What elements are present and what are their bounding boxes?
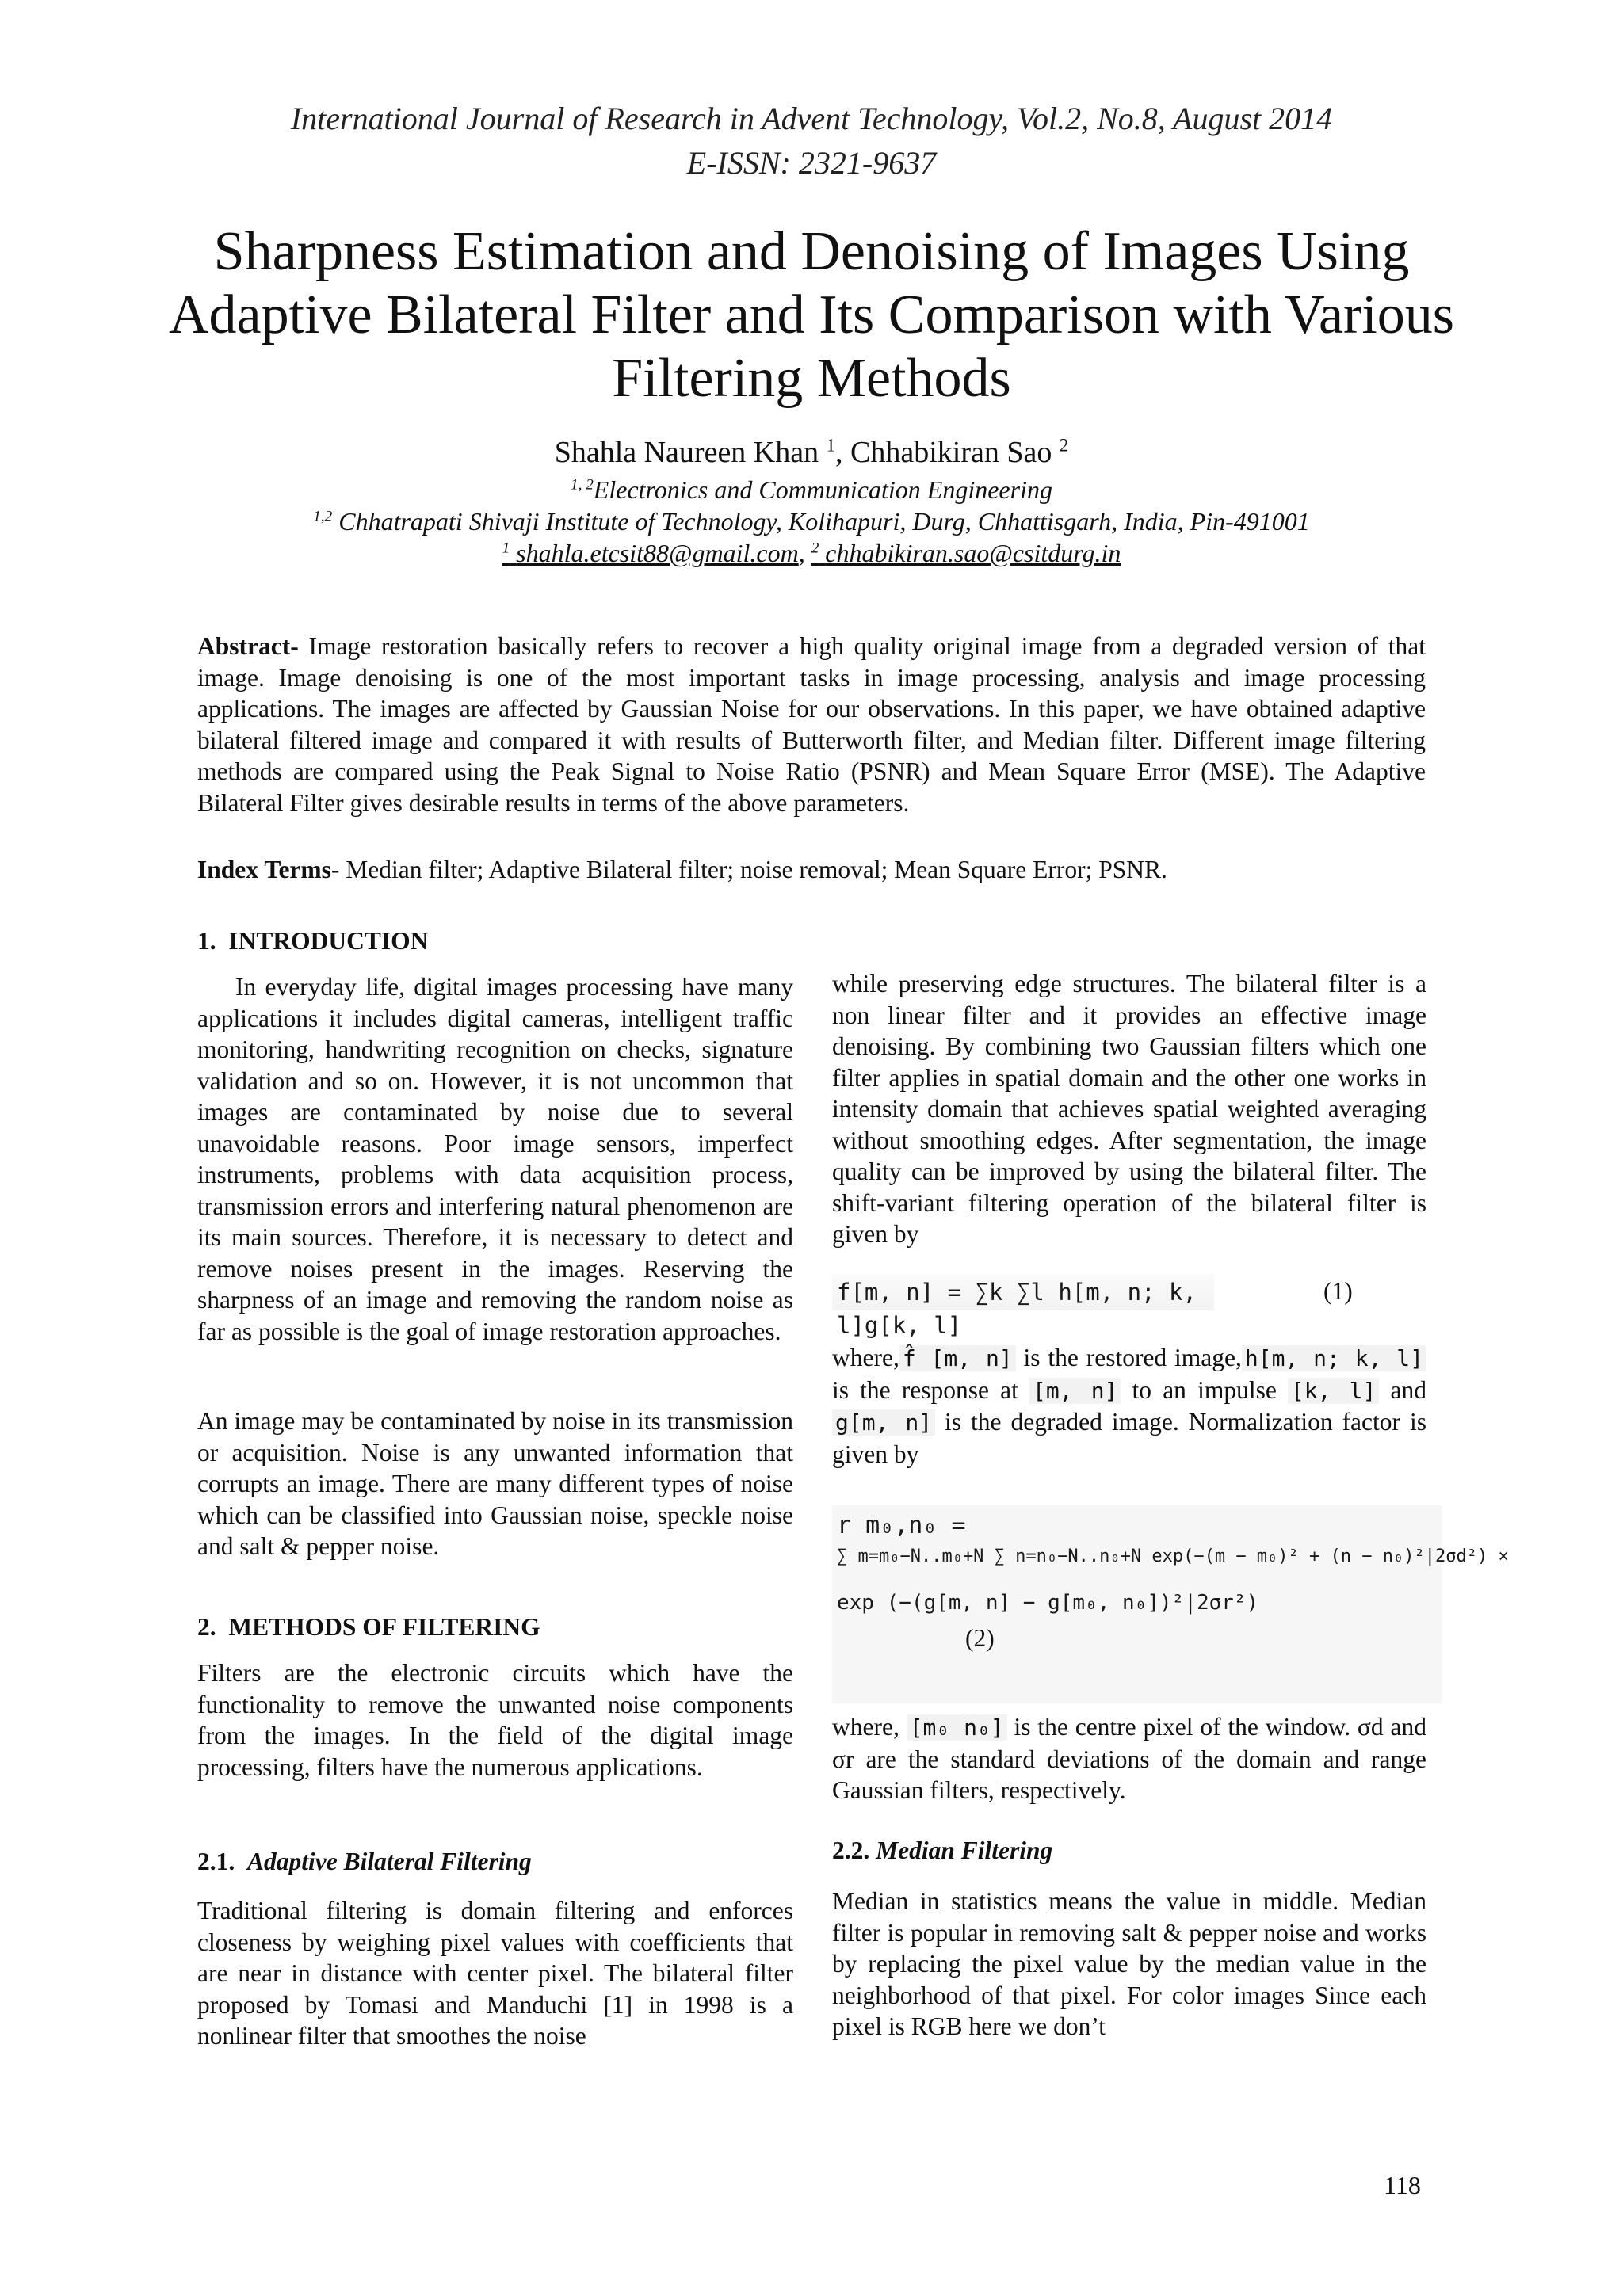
methods-paragraph — [197, 1657, 793, 1783]
email-separator: , — [798, 539, 805, 567]
where-1-a: where, — [832, 1344, 899, 1371]
institute-sup: 1,2 — [313, 508, 333, 525]
where-2-a: where, — [832, 1713, 907, 1741]
email-1-sup: 1 — [502, 540, 510, 557]
symbol-g: g[m, n] — [832, 1409, 935, 1436]
where-paragraph-2 — [832, 1711, 1426, 1806]
email-2-sup: 2 — [811, 540, 819, 557]
author-1-sup: 1 — [826, 435, 836, 456]
institute-line — [0, 505, 1623, 537]
email-link-2[interactable] — [812, 539, 1121, 567]
section-2-heading: 2. METHODS OF FILTERING — [197, 1613, 540, 1641]
where-1-d: to an impulse — [1121, 1375, 1288, 1404]
abstract — [197, 631, 1426, 818]
where-1-b: is the restored image, — [1015, 1344, 1242, 1371]
equation-1-number: (1) — [1323, 1277, 1353, 1305]
section-2-2-title: Median Filtering — [876, 1836, 1053, 1864]
issn-header: E-ISSN: 2321-9637 — [686, 145, 937, 181]
median-paragraph — [832, 1886, 1426, 2042]
index-terms — [197, 854, 1426, 886]
where-1-f: is the degraded image. Normalization factor is given by — [832, 1408, 1426, 1468]
author-1: Shahla Naureen Khan — [554, 436, 819, 469]
department: Electronics and Communication Engineering — [593, 475, 1052, 504]
equation-2 — [832, 1505, 1509, 1703]
section-2-2-heading — [832, 1835, 1426, 1867]
symbol-m0n0: [m₀ n₀] — [907, 1714, 1007, 1741]
bilateral-paragraph — [832, 968, 1426, 1250]
equation-1 — [832, 1274, 1426, 1339]
abf-paragraph — [197, 1895, 793, 2052]
equation-2-line-3: exp (−(g[m, n] − g[m₀, n₀])²|2σr²) — [837, 1591, 1259, 1615]
where-1-e: and — [1379, 1375, 1426, 1404]
author-line — [0, 434, 1623, 471]
methods-text: Filters are the electronic circuits which have the functionality to remove the unwanted noise components from the images. In the field of the digital image processing, filters have the numerous applications. — [197, 1659, 793, 1781]
where-paragraph-1 — [832, 1342, 1426, 1470]
paper-title: Sharpness Estimation and Denoising of Images Using Adaptive Bilateral Filter and Its Comparison with Various Filtering Methods — [168, 221, 1455, 409]
equation-2-line-1: r m₀,n₀ = — [837, 1512, 966, 1539]
abstract-text: Image restoration basically refers to recover a high quality original image from a degraded version of that image. Image denoising is one of the most important tasks in image processing, analysis and image processing applications. The images are affected by Gaussian Noise for our observations. In this paper, we have obtained adaptive bilateral filtered image and compared it with results of Butterworth filter, and Median filter. Different image filtering methods are compared using the Peak Signal to Noise Ratio (PSNR) and Mean Square Error (MSE). The Adaptive Bilateral Filter gives desirable results in terms of the above parameters. — [197, 632, 1426, 817]
symbol-h: h[m, n; k, l] — [1242, 1345, 1426, 1371]
author-separator: , — [835, 436, 843, 469]
intro-paragraph-1 — [197, 971, 793, 1347]
where-2-b: is the centre pixel of the window. σd and σr are the standard deviations of the domain and range Gaussian filters, respectively. — [832, 1713, 1426, 1804]
page-number: 118 — [1384, 2171, 1421, 2199]
section-2-1-heading — [197, 1846, 793, 1878]
intro-paragraph-2 — [197, 1405, 793, 1562]
email-link-1[interactable] — [502, 539, 799, 567]
section-2-1-title: Adaptive Bilateral Filtering — [247, 1848, 532, 1875]
symbol-f-hat: f̂ [m, n] — [899, 1345, 1016, 1371]
section-1-heading: 1. INTRODUCTION — [197, 927, 429, 955]
intro-text-1: In everyday life, digital images processing have many applications it includes digital cameras, intelligent traffic monitoring, handwriting recognition on checks, signature validation and so on. However, it is not uncommon that images are contaminated by noise due to several unavoidable reasons. Poor image sensors, imperfect instruments, problems with data acquisition process, transmission errors and interfering natural phenomenon are its main sources. Therefore, it is necessary to detect and remove noises present in the images. Reserving the sharpness of an image and removing the random noise as far as possible is the goal of image restoration approaches. — [197, 973, 793, 1345]
department-sup: 1, 2 — [571, 476, 594, 494]
index-terms-label: Index Terms — [197, 856, 331, 883]
institute: Chhatrapati Shivaji Institute of Technology, Kolihapuri, Durg, Chhattisgarh, India, Pin-491001 — [338, 507, 1310, 536]
symbol-mn: [m, n] — [1029, 1378, 1121, 1404]
abstract-label: Abstract- — [197, 632, 299, 660]
where-1-c: is the response at — [832, 1375, 1029, 1404]
email-1: shahla.etcsit88@gmail.com — [516, 539, 799, 567]
author-2-sup: 2 — [1059, 435, 1069, 456]
email-2: chhabikiran.sao@csitdurg.in — [825, 539, 1121, 567]
section-2-2-number: 2.2. — [832, 1836, 870, 1864]
index-terms-text: - Median filter; Adaptive Bilateral filter; noise removal; Mean Square Error; PSNR. — [330, 856, 1167, 883]
abf-text: Traditional filtering is domain filtering and enforces closeness by weighing pixel values with coefficients that are near in distance with center pixel. The bilateral filter proposed by Tomasi and Manduchi [1] in 1998 is a nonlinear filter that smoothes the noise — [197, 1897, 793, 2050]
equation-1-formula: f[m, n] = ∑k ∑l h[m, n; k, l]g[k, l] — [832, 1274, 1214, 1310]
department-line — [0, 474, 1623, 505]
symbol-kl: [k, l] — [1288, 1378, 1379, 1404]
equation-2-number: (2) — [965, 1624, 995, 1652]
author-2: Chhabikiran Sao — [850, 436, 1052, 469]
equation-2-line-2: ∑ m=m₀−N..m₀+N ∑ n=n₀−N..n₀+N exp(−(m − m₀)² + (n − n₀)²|2σd²) × — [837, 1547, 1509, 1566]
section-2-1-number: 2.1. — [197, 1848, 235, 1875]
median-text: Median in statistics means the value in middle. Median filter is popular in removing salt & pepper noise and works by replacing the pixel value by the median value in the neighborhood of that pixel. For color images Since each pixel is RGB here we don’t — [832, 1887, 1426, 2040]
bilateral-text: while preserving edge structures. The bilateral filter is a non linear filter and it provides an effective image denoising. By combining two Gaussian filters which one filter applies in spatial domain and the other one works in intensity domain that achieves spatial weighted averaging without smoothing edges. After segmentation, the image quality can be improved by using the bilateral filter. The shift-variant filtering operation of the bilateral filter is given by — [832, 970, 1426, 1248]
intro-text-2: An image may be contaminated by noise in its transmission or acquisition. Noise is any unwanted information that corrupts an image. There are many different types of noise which can be classified into Gaussian noise, speckle noise and salt & pepper noise. — [197, 1407, 793, 1560]
email-line — [0, 537, 1623, 569]
journal-header: International Journal of Research in Advent Technology, Vol.2, No.8, August 2014 — [290, 101, 1333, 136]
